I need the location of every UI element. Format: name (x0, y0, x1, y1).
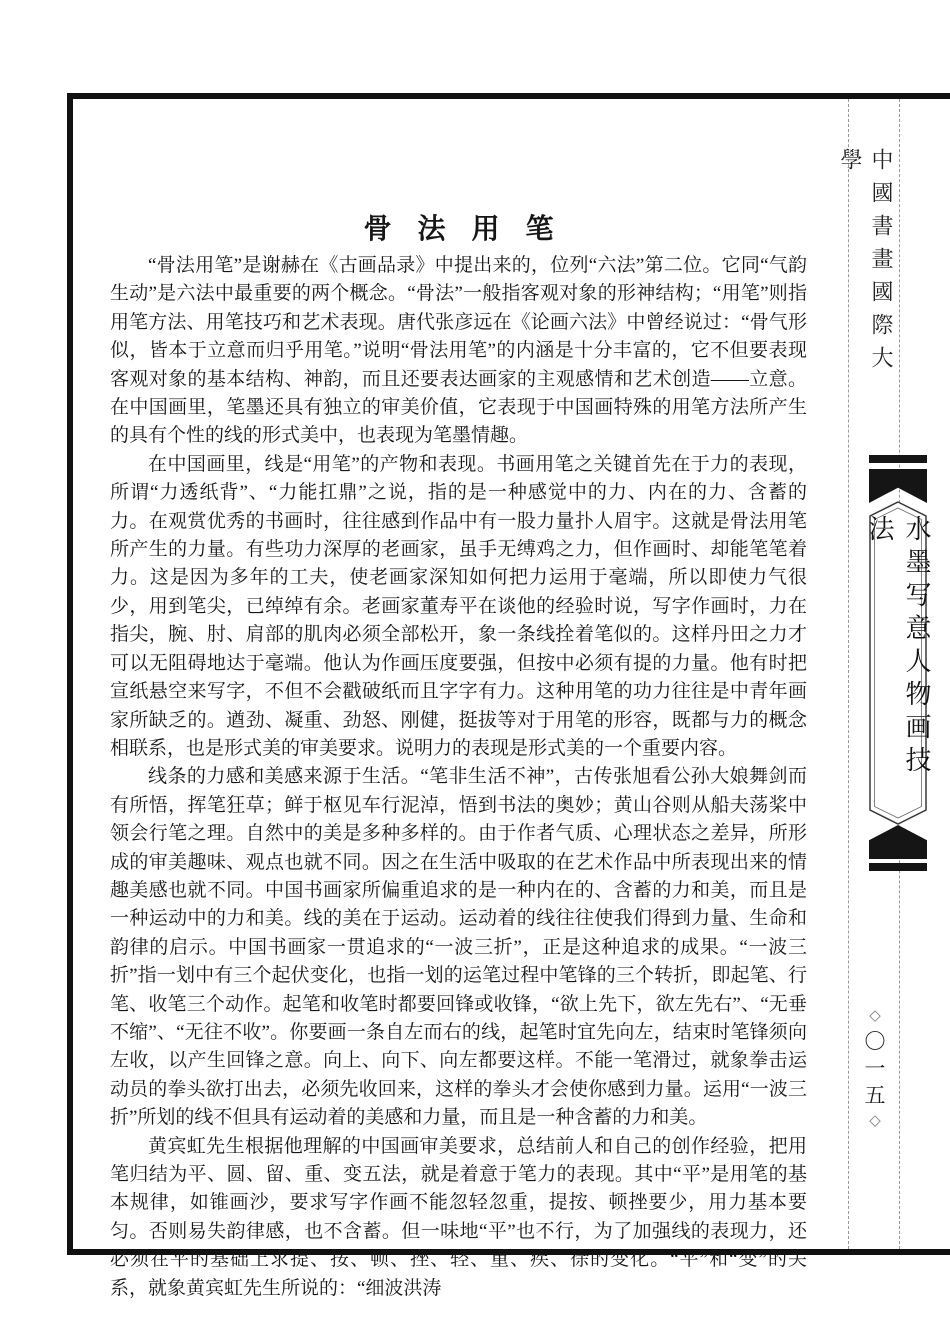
page-number (852, 1005, 896, 1135)
banner-rule-top (869, 455, 927, 463)
page-title: 骨法用笔 (363, 213, 580, 245)
paragraph: 黄宾虹先生根据他理解的中国画审美要求，总结前人和自己的创作经验，把用笔归结为平、圆、留、重、变五法，就是着意于笔力的表现。其中“平”是用笔的基本规律，如锥画沙，要求写字作画不能忽轻忽重，提按、顿挫要少，用力基本要匀。否则易失韵律感，也不含蓄。但一味地“平”也不行，为了加强线的表现力，还必须在平的基础上求提、按、顿、挫、轻、重、疾、徐的变化。“平”和“变”的关系，就象黄宾虹先生所说的：“细波洪涛 (110, 1135, 807, 1299)
frame-border-left (67, 93, 73, 1255)
diamond-ornament-bottom-icon: ◇ (866, 1110, 882, 1135)
diamond-ornament-top-icon: ◇ (866, 1005, 882, 1030)
paragraph: 线条的力感和美感来源于生活。“笔非生活不神”，古传张旭看公孙大娘舞剑而有所悟，挥笔狂草；鲜于枢见车行泥淖，悟到书法的奥妙；黄山谷则从船夫荡桨中领会行笔之理。自然中的美是多种多样的。由于作者气质、心理状态之差异，所形成的审美趣味、观点也就不同。因之在生活中吸取的在艺术作品中所表现出来的情趣美感也就不同。中国书画家所偏重追求的是一种内在的、含蓄的力和美，而且是一种运动中的力和美。线的美在于运动。运动着的线往往使我们得到力量、生命和韵律的启示。中国书画家一贯追求的“一波三折”，正是这种追求的成果。“一波三折”指一划中有三个起伏变化，也指一划的运笔过程中笔锋的三个转折，即起笔、行笔、收笔三个动作。起笔和收笔时都要回锋或收锋，“欲上先下，欲左先右”、“无垂不缩”、“无往不收”。你要画一条自左而右的线，起笔时宜先向左，结束时笔锋须向左收，以产生回锋之意。向上、向下、向左都要这样。不能一笔滑过，就象拳击运动员的拳头欲打出去，必须先收回来，这样的拳头才会使你感到力量。运用“一波三折”所划的线不但具有运动着的美感和力量，而且是一种含蓄的力和美。 (110, 766, 807, 1129)
banner-rule-bottom (869, 863, 927, 871)
series-title-lozenge (865, 501, 931, 825)
paragraph: 在中国画里，线是“用笔”的产物和表现。书画用笔之关键首先在于力的表现，所谓“力透纸背”、“力能扛鼎”之说，指的是一种感觉中的力、内在的力、含蓄的力。在观赏优秀的书画时，往往感到作品中有一股力量扑人眉宇。这就是骨法用笔所产生的力量。有些功力深厚的老画家，虽手无缚鸡之力，但作画时、却能笔笔着力。这是因为多年的工夫，使老画家深知如何把力运用于毫端，所以即使力气很少，用到笔尖，已绰绰有余。老画家董寿平在谈他的经验时说，写字作画时，力在指尖，腕、肘、肩部的肌肉必须全部松开，象一条线拴着笔似的。这样丹田之力才可以无阻碍地达于毫端。他认为作画压度要强，但按中必须有提的力量。他有时把宣纸悬空来写字，不但不会戳破纸而且字字有力。这种用笔的功力往往是中青年画家所缺乏的。遒劲、凝重、劲怒、刚健，挺拔等对于用笔的形容，既都与力的概念相联系，也是形式美的审美要求。说明力的表现是形式美的一个重要内容。 (110, 453, 807, 759)
series-title-text: 水墨写意人物画技法 (865, 515, 931, 779)
article-body (110, 252, 807, 1303)
banner-ribbon-top-icon (869, 469, 927, 503)
margin-university-name: 中國書畫國際大學 (838, 148, 894, 379)
banner-ribbon-bottom-icon (869, 825, 927, 859)
frame-border-top (67, 93, 950, 99)
page-number-value: 〇一五 (862, 1029, 886, 1111)
paragraph: “骨法用笔”是谢赫在《古画品录》中提出来的，位列“六法”第二位。它同“气韵生动”是六法中最重要的两个概念。“骨法”一般指客观对象的形神结构；“用笔”则指用笔方法、用笔技巧和艺术表现。唐代张彦远在《论画六法》中曾经说过：“骨气形似，皆本于立意而归乎用笔。”说明“骨法用笔”的内涵是十分丰富的，它不但要表现客观对象的基本结构、神韵，而且还要表达画家的主观感情和艺术创造——立意。在中国画里，笔墨还具有独立的审美价值，它表现于中国画特殊的用笔方法所产生的具有个性的线的形式美中，也表现为笔墨情趣。 (110, 255, 807, 447)
margin-separator-line-inner (848, 99, 849, 1249)
